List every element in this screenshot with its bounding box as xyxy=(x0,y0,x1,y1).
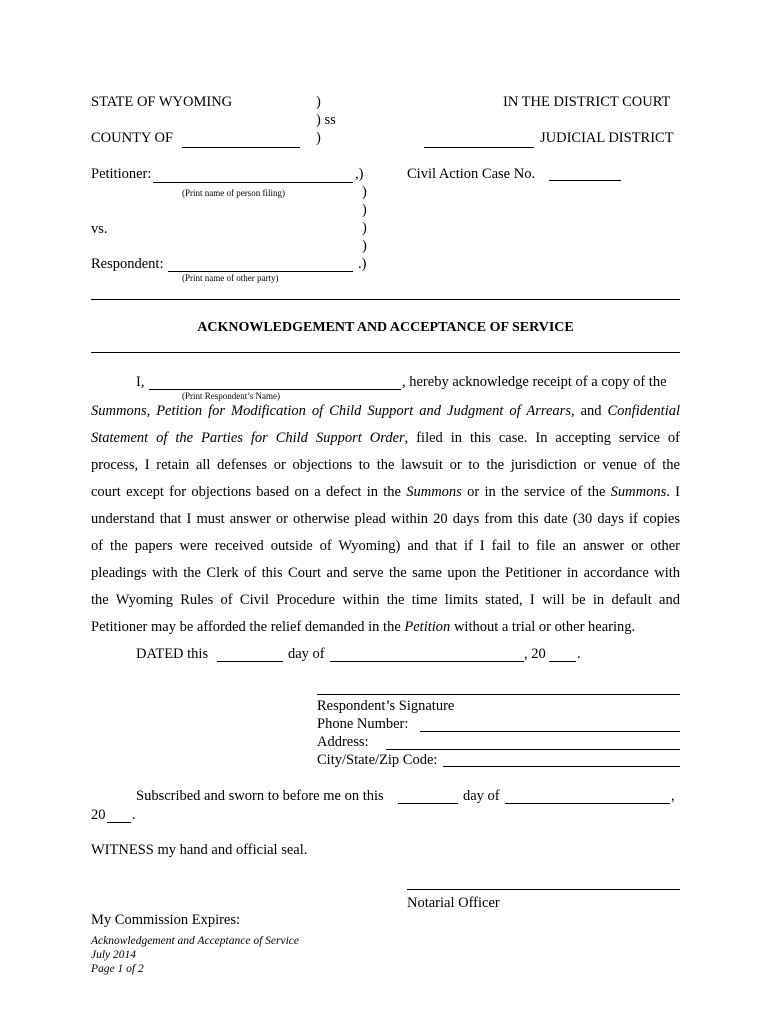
footer xyxy=(91,934,299,976)
body-line-7: pleadings with the Clerk of this Court and serve the same upon the Petitioner in accordance with xyxy=(91,565,680,581)
notary-year-field[interactable] xyxy=(107,822,131,823)
phone-field[interactable] xyxy=(420,731,680,732)
paren-5: ) xyxy=(362,220,367,236)
body-line-6: of the papers were received outside of Wyoming) and that if I fail to file an answer or other xyxy=(91,538,680,554)
address-label: Address: xyxy=(317,734,369,750)
body-line-5: understand that I must answer or otherwise plead within 20 days from this date (30 days if copies xyxy=(91,511,680,527)
dated-day-field[interactable] xyxy=(217,661,283,662)
city-field[interactable] xyxy=(443,766,680,767)
dated-year-field[interactable] xyxy=(549,661,576,662)
case-no-label: Civil Action Case No. xyxy=(407,166,536,182)
paren-2: ) xyxy=(316,130,321,146)
paren-3: ) xyxy=(362,184,367,200)
footer-title: Acknowledgement and Acceptance of Service xyxy=(91,935,299,947)
footer-date: July 2014 xyxy=(91,949,137,961)
petitioner-end: ,) xyxy=(355,166,364,182)
ss-label: ) ss xyxy=(316,112,336,128)
petitioner-hint: (Print name of person filing) xyxy=(182,188,285,198)
body-paragraph xyxy=(91,398,680,641)
notary-day-field[interactable] xyxy=(398,803,458,804)
footer-page: Page 1 of 2 xyxy=(91,963,144,975)
notary-comma: , xyxy=(671,788,675,804)
county-field[interactable] xyxy=(182,147,300,148)
commission-label: My Commission Expires: xyxy=(91,912,241,928)
dated-month-field[interactable] xyxy=(330,661,524,662)
body-line-1: Summons, Petition for Modification of Child Support and Judgment of Arrears, and Confidential xyxy=(91,403,681,419)
body-line-8: the Wyoming Rules of Civil Procedure within the time limits stated, I will be in default and xyxy=(91,592,680,608)
state-label: STATE OF WYOMING xyxy=(91,94,233,110)
body-line-3: process, I retain all defenses or objections to the lawsuit or to the jurisdiction or venue of the xyxy=(91,457,680,473)
vs-label: vs. xyxy=(91,221,108,237)
phone-label: Phone Number: xyxy=(317,716,409,732)
dated-label: DATED this xyxy=(136,646,209,662)
paren-6: ) xyxy=(362,238,367,254)
respondent-name-field[interactable] xyxy=(149,389,401,390)
body-line-9: Petitioner may be afforded the relief demanded in the Petition without a trial or other hearing. xyxy=(91,619,636,635)
subscribed-label: Subscribed and sworn to before me on this xyxy=(136,788,384,804)
respondent-label: Respondent: xyxy=(91,256,164,272)
notary-year-label: 20 xyxy=(91,807,106,823)
dated-year-label: , 20 xyxy=(524,646,546,662)
petitioner-label: Petitioner: xyxy=(91,166,152,182)
case-no-field[interactable] xyxy=(549,180,621,181)
paren-1: ) xyxy=(316,94,321,110)
body-line-4: court except for objections based on a defect in the Summons or in the service of the Summons. I xyxy=(91,484,680,500)
dated-end: . xyxy=(577,646,581,662)
bottom-rule xyxy=(91,352,680,353)
district-label: JUDICIAL DISTRICT xyxy=(540,130,674,146)
respondent-hint: (Print name of other party) xyxy=(182,273,279,283)
notary-month-field[interactable] xyxy=(505,803,670,804)
respondent-field[interactable] xyxy=(168,271,353,272)
acknowledge-text: , hereby acknowledge receipt of a copy of the xyxy=(402,374,667,390)
notary-signature-line[interactable] xyxy=(407,889,680,890)
document-title: ACKNOWLEDGEMENT AND ACCEPTANCE OF SERVICE xyxy=(197,320,574,335)
county-label: COUNTY OF xyxy=(91,130,174,146)
paren-4: ) xyxy=(362,202,367,218)
signature-line[interactable] xyxy=(317,694,680,695)
witness-text: WITNESS my hand and official seal. xyxy=(91,842,308,858)
respondent-name-hint: (Print Respondent’s Name) xyxy=(182,391,280,401)
notary-day-of: day of xyxy=(463,788,500,804)
district-field[interactable] xyxy=(424,147,534,148)
top-rule xyxy=(91,299,680,300)
i-label: I, xyxy=(136,374,145,390)
body-line-2: Statement of the Parties for Child Support Order, filed in this case. In accepting service of xyxy=(91,430,680,446)
petitioner-field[interactable] xyxy=(153,182,353,183)
notary-year-end: . xyxy=(132,807,136,823)
signature-label: Respondent’s Signature xyxy=(317,698,455,714)
notarial-officer-label: Notarial Officer xyxy=(407,895,500,911)
address-field[interactable] xyxy=(386,749,680,750)
court-label: IN THE DISTRICT COURT xyxy=(503,94,671,110)
city-label: City/State/Zip Code: xyxy=(317,752,438,768)
dated-day-of: day of xyxy=(288,646,325,662)
respondent-end: .) xyxy=(358,256,367,272)
